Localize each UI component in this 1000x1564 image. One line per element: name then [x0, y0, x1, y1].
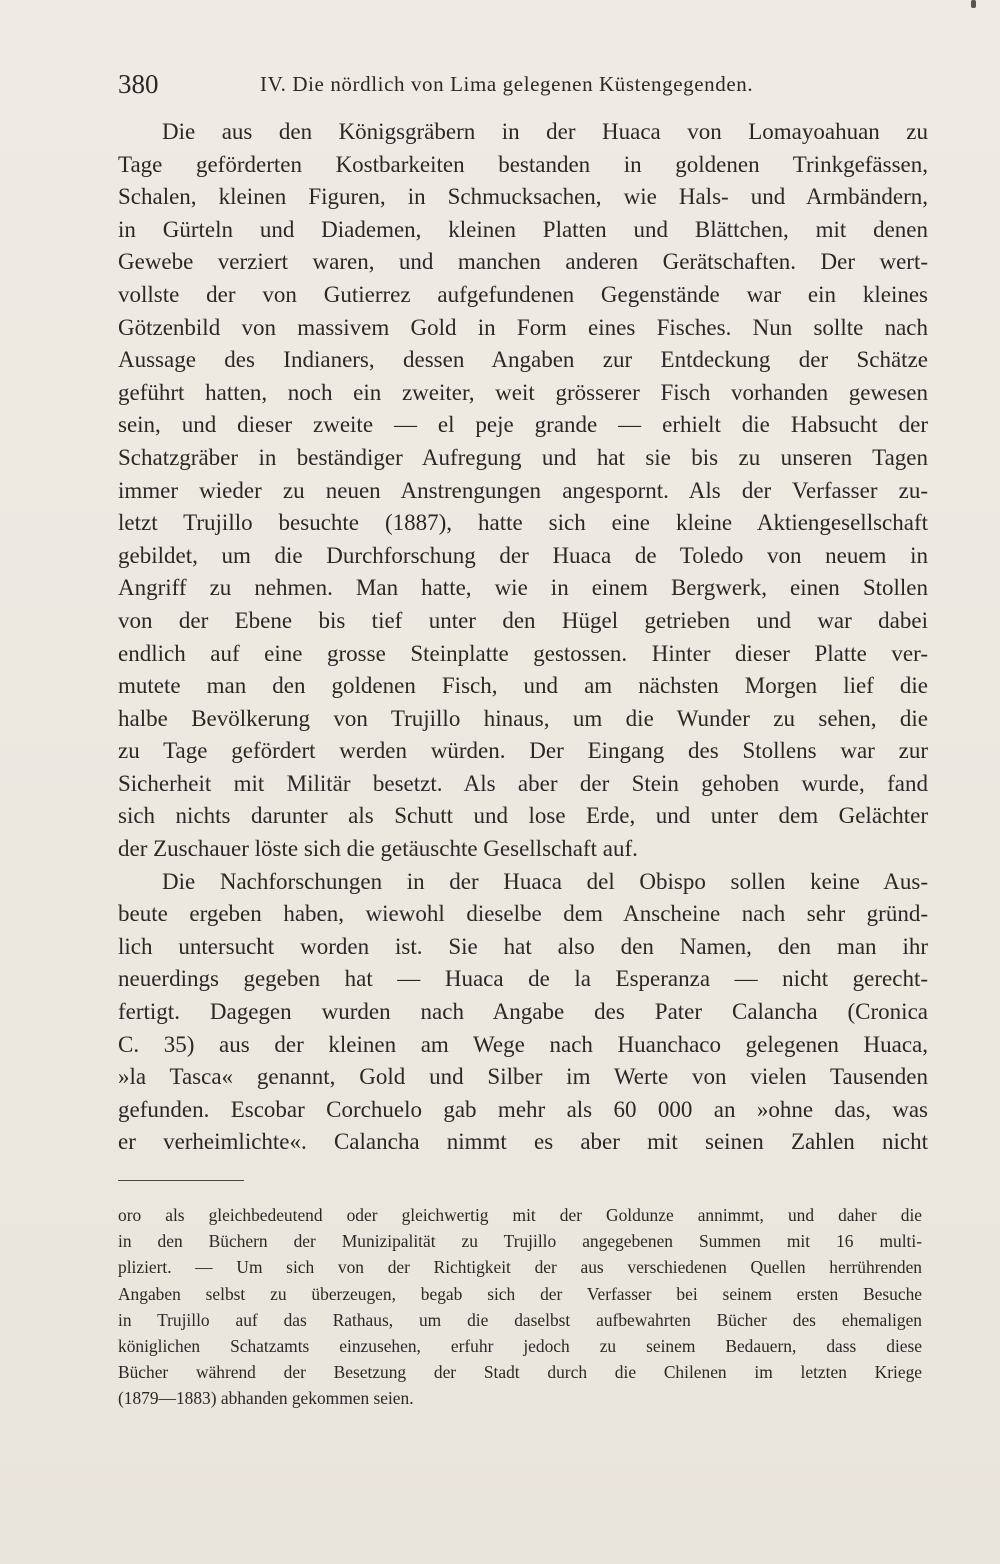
- running-title: IV. Die nördlich von Lima gelegenen Küstengegenden.: [260, 72, 754, 96]
- page-number: 380: [118, 69, 159, 99]
- text-line: sich nichts darunter als Schutt und lose Erde, und unter dem Gelächter: [118, 803, 928, 829]
- text-line: halbe Bevölkerung von Trujillo hinaus, um die Wunder zu sehen, die: [118, 705, 928, 731]
- text-line: lich untersucht worden ist. Sie hat also den Namen, den man ihr: [118, 933, 928, 959]
- text-line: Die aus den Königsgräbern in der Huaca von Lomayoahuan zu: [162, 119, 928, 144]
- text-line: neuerdings gegeben hat — Huaca de la Esperanza — nicht gerecht-: [118, 966, 928, 992]
- text-line: immer wieder zu neuen Anstrengungen angespornt. Als der Verfasser zu-: [118, 477, 928, 503]
- text-line: Aussage des Indianers, dessen Angaben zur Entdeckung der Schätze: [118, 347, 928, 373]
- text-line: in Gürteln und Diademen, kleinen Platten und Blättchen, mit denen: [118, 216, 928, 242]
- text-line: gebildet, um die Durchforschung der Huaca de Toledo von neuem in: [118, 542, 928, 568]
- page-header: [118, 66, 928, 102]
- text-line: zu Tage gefördert werden würden. Der Eingang des Stollens war zur: [118, 738, 928, 764]
- footnote-line: oro als gleichbedeutend oder gleichwertig mit der Goldunze annimmt, und daher die: [118, 1205, 922, 1225]
- text-line: Schatzgräber in beständiger Aufregung und hat sie bis zu unseren Tagen: [118, 444, 928, 470]
- footnote-line: in Trujillo auf das Rathaus, um die daselbst aufbewahrten Bücher des ehemaligen: [118, 1309, 922, 1330]
- body-text: [118, 116, 928, 1159]
- text-line: geführt hatten, noch ein zweiter, weit grösserer Fisch vorhanden gewesen: [118, 379, 928, 405]
- text-line: Gewebe verziert waren, und manchen anderen Gerätschaften. Der wert-: [118, 249, 928, 275]
- text-line: von der Ebene bis tief unter den Hügel getrieben und war dabei: [118, 607, 928, 633]
- text-line: mutete man den goldenen Fisch, und am nächsten Morgen lief die: [118, 673, 928, 699]
- footnote-line: Angaben selbst zu überzeugen, begab sich der Verfasser bei seinem ersten Besuche: [118, 1283, 922, 1304]
- footnote-line: Bücher während der Besetzung der Stadt durch die Chilenen im letzten Kriege: [118, 1362, 922, 1383]
- text-line: sein, und dieser zweite — el peje grande — erhielt die Habsucht der: [118, 412, 928, 438]
- footnote-line: pliziert. — Um sich von der Richtigkeit der aus verschiedenen Quellen herrührenden: [118, 1257, 922, 1278]
- text-line: Angriff zu nehmen. Man hatte, wie in einem Bergwerk, einen Stollen: [118, 575, 928, 601]
- text-line: Tage geförderten Kostbarkeiten bestanden in goldenen Trinkgefässen,: [118, 151, 928, 177]
- text-line: C. 35) aus der kleinen am Wege nach Huanchaco gelegenen Huaca,: [118, 1031, 928, 1057]
- text-line: »la Tasca« genannt, Gold und Silber im Werte von vielen Tausenden: [118, 1064, 928, 1090]
- text-line: Sicherheit mit Militär besetzt. Als aber der Stein gehoben wurde, fand: [118, 770, 928, 796]
- text-line: gefunden. Escobar Corchuelo gab mehr als 60 000 an »ohne das, was: [118, 1096, 928, 1122]
- text-line: letzt Trujillo besuchte (1887), hatte sich eine kleine Aktiengesellschaft: [118, 510, 928, 536]
- footnotes: [118, 1202, 922, 1412]
- scan-speck: [971, 0, 976, 8]
- footnote-line: königlichen Schatzamts einzusehen, erfuhr jedoch zu seinem Bedauern, dass diese: [118, 1335, 922, 1356]
- footnote-divider: [118, 1180, 244, 1181]
- footnote-line: (1879—1883) abhanden gekommen seien.: [118, 1388, 414, 1409]
- text-line: Schalen, kleinen Figuren, in Schmucksachen, wie Hals- und Armbändern,: [118, 184, 928, 210]
- text-line: endlich auf eine grosse Steinplatte gestossen. Hinter dieser Platte ver-: [118, 640, 928, 666]
- footnote-line: in den Büchern der Munizipalität zu Trujillo angegebenen Summen mit 16 multi-: [118, 1231, 922, 1252]
- text-line: beute ergeben haben, wiewohl dieselbe dem Anscheine nach sehr gründ-: [118, 901, 928, 927]
- text-line: fertigt. Dagegen wurden nach Angabe des Pater Calancha (Cronica: [118, 999, 928, 1025]
- text-line: der Zuschauer löste sich die getäuschte Gesellschaft auf.: [118, 836, 638, 862]
- text-line: er verheimlichte«. Calancha nimmt es aber mit seinen Zahlen nicht: [118, 1129, 928, 1155]
- text-line: Götzenbild von massivem Gold in Form eines Fisches. Nun sollte nach: [118, 314, 928, 340]
- text-line: Die Nachforschungen in der Huaca del Obispo sollen keine Aus-: [162, 868, 928, 894]
- text-line: vollste der von Gutierrez aufgefundenen Gegenstände war ein kleines: [118, 281, 928, 307]
